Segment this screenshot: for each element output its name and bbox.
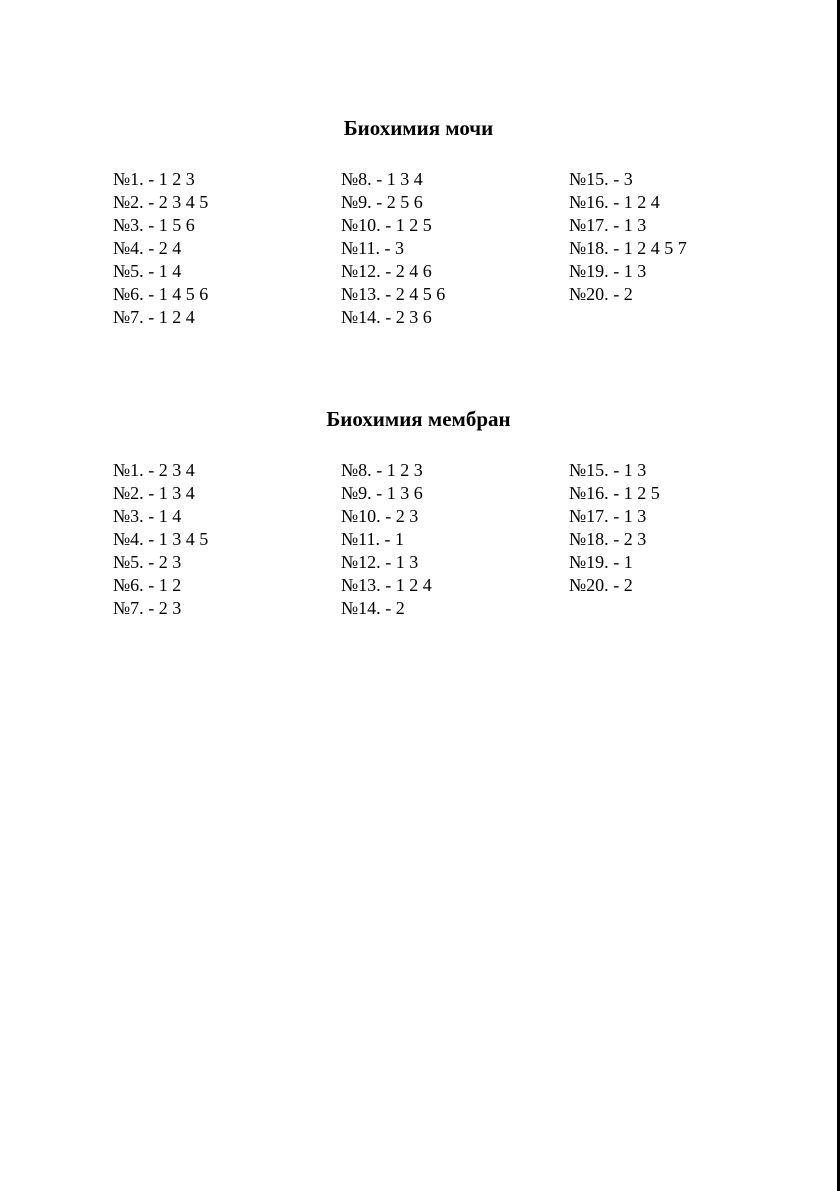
answer-value: 2 bbox=[395, 598, 405, 618]
answer-item: №10. - 1 2 5 bbox=[341, 215, 432, 235]
question-number: №14. bbox=[341, 307, 381, 327]
answer-value: 2 3 4 bbox=[158, 460, 195, 480]
answer-column-1 bbox=[113, 168, 333, 329]
answer-value: 1 3 bbox=[395, 552, 419, 572]
question-number: №7. bbox=[113, 598, 144, 618]
answer-item: №17. - 1 3 bbox=[569, 506, 647, 526]
question-number: №8. bbox=[341, 169, 372, 189]
question-number: №6. bbox=[113, 284, 144, 304]
answer-value: 2 bbox=[623, 575, 633, 595]
answer-item: №14. - 2 3 6 bbox=[341, 307, 432, 327]
answer-item: №7. - 1 2 4 bbox=[113, 307, 195, 327]
question-number: №19. bbox=[569, 261, 609, 281]
answer-value: 1 3 6 bbox=[386, 483, 423, 503]
answer-column-3 bbox=[569, 168, 789, 306]
answer-value: 2 3 4 5 bbox=[158, 192, 209, 212]
question-number: №9. bbox=[341, 483, 372, 503]
answer-value: 2 3 bbox=[158, 552, 182, 572]
answer-value: 2 3 6 bbox=[395, 307, 432, 327]
question-number: №6. bbox=[113, 575, 144, 595]
answer-value: 2 3 bbox=[158, 598, 182, 618]
question-number: №8. bbox=[341, 460, 372, 480]
answer-item: №1. - 2 3 4 bbox=[113, 460, 195, 480]
answer-column-2 bbox=[341, 459, 561, 620]
answer-item: №11. - 1 bbox=[341, 529, 405, 549]
answer-item: №19. - 1 3 bbox=[569, 261, 647, 281]
answer-value: 2 5 6 bbox=[386, 192, 423, 212]
answer-value: 1 3 4 5 bbox=[158, 529, 209, 549]
question-number: №1. bbox=[113, 169, 144, 189]
answer-value: 2 4 bbox=[158, 238, 182, 258]
question-number: №12. bbox=[341, 552, 381, 572]
question-number: №9. bbox=[341, 192, 372, 212]
answer-item: №13. - 2 4 5 6 bbox=[341, 284, 446, 304]
question-number: №4. bbox=[113, 238, 144, 258]
answer-item: №2. - 2 3 4 5 bbox=[113, 192, 209, 212]
answer-item: №16. - 1 2 4 bbox=[569, 192, 660, 212]
answer-item: №10. - 2 3 bbox=[341, 506, 419, 526]
answer-value: 1 2 4 bbox=[395, 575, 432, 595]
answer-value: 1 5 6 bbox=[158, 215, 195, 235]
answer-item: №14. - 2 bbox=[341, 598, 405, 618]
answer-item: №16. - 1 2 5 bbox=[569, 483, 660, 503]
question-number: №18. bbox=[569, 529, 609, 549]
answer-column-1 bbox=[113, 459, 333, 620]
question-number: №16. bbox=[569, 192, 609, 212]
answer-item: №8. - 1 3 4 bbox=[341, 169, 423, 189]
question-number: №11. bbox=[341, 238, 381, 258]
answer-value: 1 2 3 bbox=[386, 460, 423, 480]
answer-value: 2 4 5 6 bbox=[395, 284, 446, 304]
question-number: №13. bbox=[341, 575, 381, 595]
question-number: №15. bbox=[569, 169, 609, 189]
answer-item: №4. - 1 3 4 5 bbox=[113, 529, 209, 549]
answer-value: 1 bbox=[623, 552, 633, 572]
question-number: №2. bbox=[113, 483, 144, 503]
answer-item: №3. - 1 5 6 bbox=[113, 215, 195, 235]
answer-item: №3. - 1 4 bbox=[113, 506, 182, 526]
answer-item: №19. - 1 bbox=[569, 552, 633, 572]
question-number: №20. bbox=[569, 575, 609, 595]
answer-item: №8. - 1 2 3 bbox=[341, 460, 423, 480]
answer-column-2 bbox=[341, 168, 561, 329]
answer-value: 1 3 bbox=[623, 215, 647, 235]
answer-item: №18. - 1 2 4 5 7 bbox=[569, 238, 687, 258]
answer-item: №2. - 1 3 4 bbox=[113, 483, 195, 503]
answer-value: 1 4 5 6 bbox=[158, 284, 209, 304]
answer-item: №9. - 1 3 6 bbox=[341, 483, 423, 503]
answer-item: №18. - 2 3 bbox=[569, 529, 647, 549]
answer-item: №1. - 1 2 3 bbox=[113, 169, 195, 189]
question-number: №17. bbox=[569, 506, 609, 526]
answer-value: 1 3 bbox=[623, 460, 647, 480]
answer-item: №11. - 3 bbox=[341, 238, 405, 258]
question-number: №17. bbox=[569, 215, 609, 235]
answer-item: №12. - 1 3 bbox=[341, 552, 419, 572]
answer-item: №13. - 1 2 4 bbox=[341, 575, 432, 595]
answer-item: №6. - 1 2 bbox=[113, 575, 182, 595]
answer-value: 2 3 bbox=[395, 506, 419, 526]
answer-item: №17. - 1 3 bbox=[569, 215, 647, 235]
answer-item: №4. - 2 4 bbox=[113, 238, 182, 258]
question-number: №13. bbox=[341, 284, 381, 304]
question-number: №12. bbox=[341, 261, 381, 281]
answer-value: 1 2 4 bbox=[623, 192, 660, 212]
answer-item: №20. - 2 bbox=[569, 284, 633, 304]
question-number: №3. bbox=[113, 215, 144, 235]
answer-item: №15. - 3 bbox=[569, 169, 633, 189]
question-number: №10. bbox=[341, 215, 381, 235]
question-number: №5. bbox=[113, 552, 144, 572]
answer-value: 3 bbox=[623, 169, 633, 189]
answer-value: 1 2 4 bbox=[158, 307, 195, 327]
answer-value: 1 4 bbox=[158, 261, 182, 281]
answer-item: №20. - 2 bbox=[569, 575, 633, 595]
answer-value: 3 bbox=[395, 238, 405, 258]
question-number: №10. bbox=[341, 506, 381, 526]
answer-value: 1 bbox=[395, 529, 405, 549]
question-number: №16. bbox=[569, 483, 609, 503]
question-number: №5. bbox=[113, 261, 144, 281]
question-number: №7. bbox=[113, 307, 144, 327]
section-urine-biochemistry bbox=[0, 116, 837, 327]
question-number: №15. bbox=[569, 460, 609, 480]
answer-value: 1 4 bbox=[158, 506, 182, 526]
answer-value: 2 bbox=[623, 284, 633, 304]
question-number: №2. bbox=[113, 192, 144, 212]
question-number: №4. bbox=[113, 529, 144, 549]
answer-column-3 bbox=[569, 459, 789, 597]
question-number: №20. bbox=[569, 284, 609, 304]
answer-item: №15. - 1 3 bbox=[569, 460, 647, 480]
answer-value: 1 3 bbox=[623, 506, 647, 526]
question-number: №19. bbox=[569, 552, 609, 572]
answer-item: №9. - 2 5 6 bbox=[341, 192, 423, 212]
answer-value: 1 2 5 bbox=[395, 215, 432, 235]
question-number: №1. bbox=[113, 460, 144, 480]
answer-value: 1 3 4 bbox=[386, 169, 423, 189]
answer-item: №7. - 2 3 bbox=[113, 598, 182, 618]
answer-value: 1 2 4 5 7 bbox=[623, 238, 687, 258]
answer-value: 1 2 3 bbox=[158, 169, 195, 189]
answer-value: 1 2 5 bbox=[623, 483, 660, 503]
question-number: №3. bbox=[113, 506, 144, 526]
answer-item: №5. - 1 4 bbox=[113, 261, 182, 281]
section-title: Биохимия мембран bbox=[326, 407, 511, 431]
answer-item: №5. - 2 3 bbox=[113, 552, 182, 572]
section-title: Биохимия мочи bbox=[343, 116, 494, 140]
answer-value: 1 3 4 bbox=[158, 483, 195, 503]
answer-value: 2 3 bbox=[623, 529, 647, 549]
answer-item: №12. - 2 4 6 bbox=[341, 261, 432, 281]
question-number: №14. bbox=[341, 598, 381, 618]
section-membrane-biochemistry bbox=[0, 407, 837, 618]
question-number: №11. bbox=[341, 529, 381, 549]
answer-value: 1 3 bbox=[623, 261, 647, 281]
answer-item: №6. - 1 4 5 6 bbox=[113, 284, 209, 304]
answer-value: 1 2 bbox=[158, 575, 182, 595]
question-number: №18. bbox=[569, 238, 609, 258]
answer-value: 2 4 6 bbox=[395, 261, 432, 281]
